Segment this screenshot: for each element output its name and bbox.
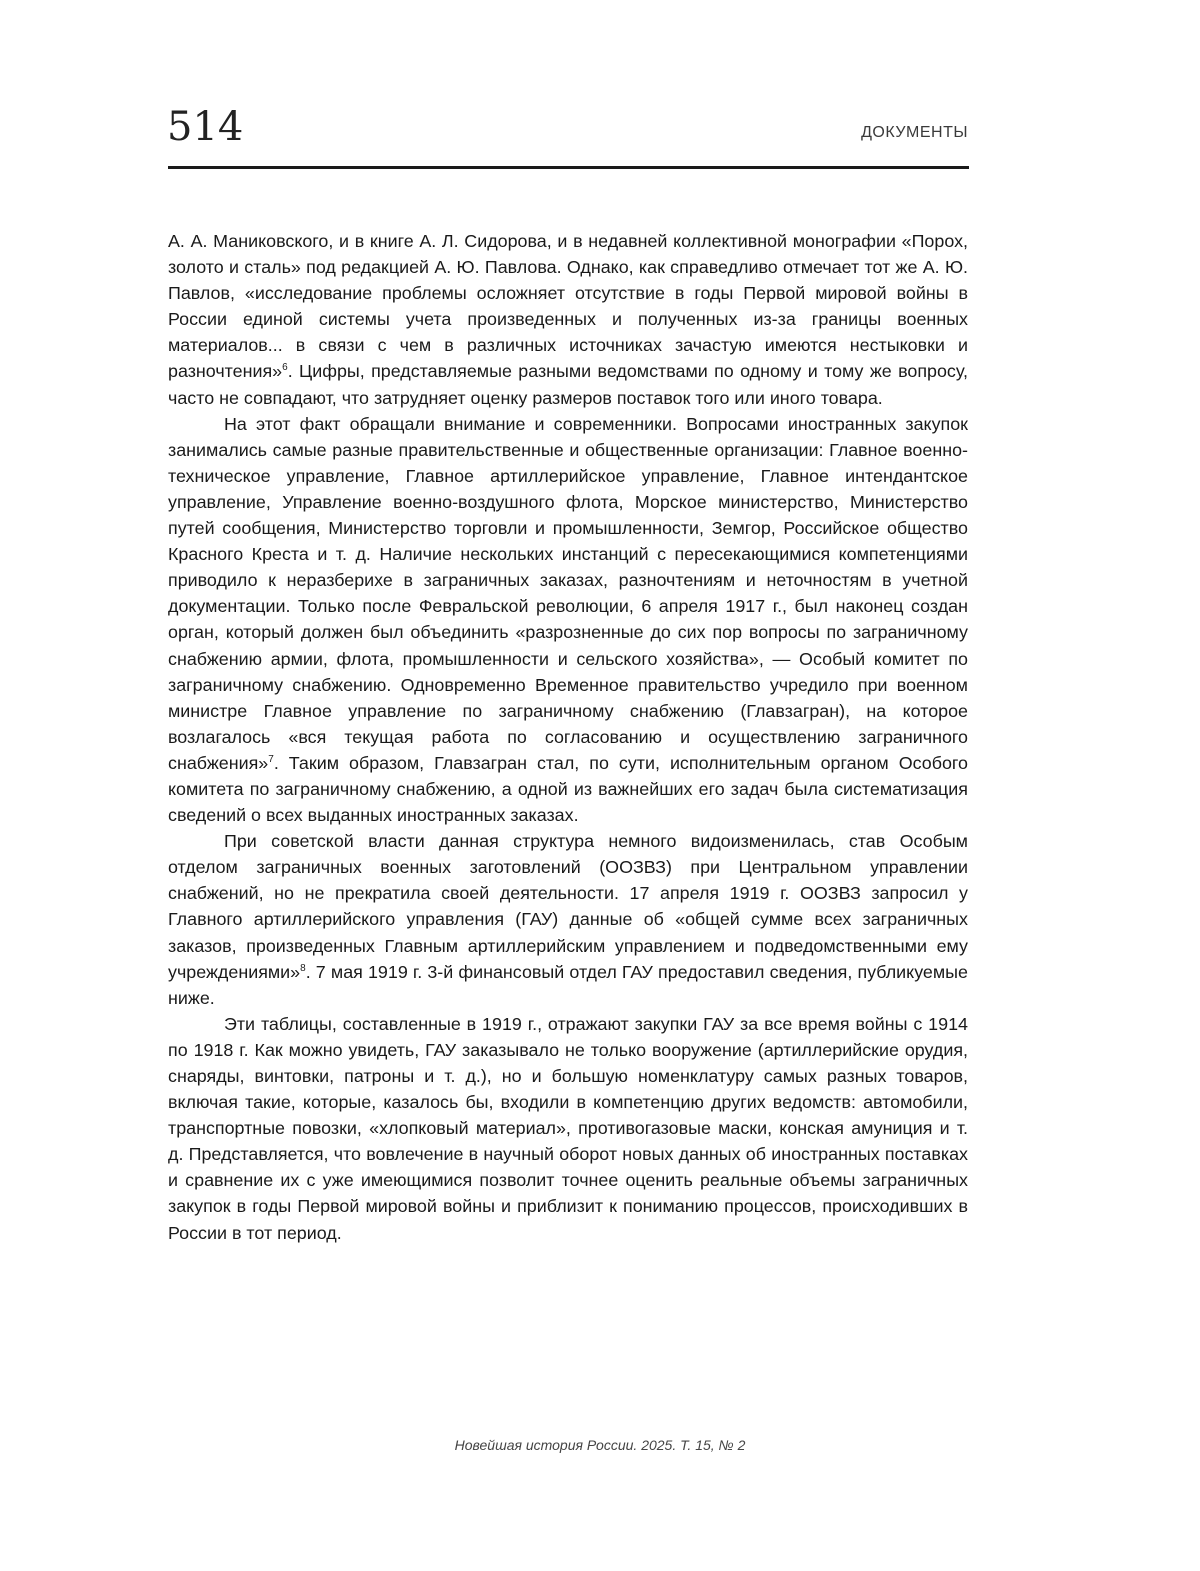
paragraph-1-text-a: А. А. Маниковского, и в книге А. Л. Сидорова, и в недавней коллективной монографии «Порох, золото и сталь» под редакцией А. Ю. Павлова. Однако, как справедливо отмечает тот же А. Ю. Павлов, «исследование проблемы осложняет отсутствие в годы Первой мировой войны в России единой системы учета произведенных и полученных из-за границы военных материалов... в связи с чем в различных источниках зачастую имеются нестыковки и разночтения» — [168, 231, 968, 382]
paragraph-4 — [168, 1011, 968, 1246]
running-header-section: ДОКУМЕНТЫ — [861, 124, 968, 141]
paragraph-1-text-b: . Цифры, представляемые разными ведомствами по одному и тому же вопросу, часто не совпадают, что затрудняет оценку размеров поставок того или иного товара. — [168, 361, 968, 408]
paragraph-2-text-a: На этот факт обращали внимание и современники. Вопросами иностранных закупок занимались самые разные правительственные и общественные организации: Главное военно-техническое управление, Главное артиллерийское управление, Главное интендантское управление, Управление военно-воздушного флота, Морское министерство, Министерство путей сообщения, Министерство торговли и промышленности, Земгор, Российское общество Красного Креста и т. д. Наличие нескольких инстанций с пересекающимися компетенциями приводило к неразберихе в заграничных заказах, разночтениям и неточностям в учетной документации. Только после Февральской революции, 6 апреля 1917 г., был наконец создан орган, который должен был объединить «разрозненные до сих пор вопросы по заграничному снабжению армии, флота, промышленности и сельского хозяйства», — Особый комитет по заграничному снабжению. Одновременно Временное правительство учредило при военном министре Главное управление по заграничному снабжению (Главзагран), на которое возлагалось «вся текущая работа по согласованию и осуществлению заграничного снабжения» — [168, 413, 968, 773]
paragraph-3 — [168, 828, 968, 1011]
header-divider — [168, 166, 969, 169]
paragraph-3-text-a: При советской власти данная структура немного видоизменилась, став Особым отделом заграничных военных заготовлений (ООЗВЗ) при Центральном управлении снабжений, но не прекратила своей деятельности. 17 апреля 1919 г. ООЗВЗ запросил у Главного артиллерийского управления (ГАУ) данные об «общей сумме всех заграничных заказов, произведенных Главным артиллерийским управлением и подведомственными ему учреждениями» — [168, 831, 968, 982]
page-number: 514 — [167, 104, 244, 150]
paragraph-3-text-b: . 7 мая 1919 г. 3-й финансовый отдел ГАУ предоставил сведения, публикуемые ниже. — [168, 961, 968, 1008]
journal-footer: Новейшая история России. 2025. Т. 15, № 2 — [454, 1437, 746, 1453]
paragraph-2-text-b: . Таким образом, Главзагран стал, по сути, исполнительным органом Особого комитета по заграничному снабжению, а одной из важнейших его задач была систематизация сведений о всех выданных иностранных заказах. — [168, 752, 968, 826]
paragraph-4-text: Эти таблицы, составленные в 1919 г., отражают закупки ГАУ за все время войны с 1914 по 1918 г. Как можно увидеть, ГАУ заказывало не только вооружение (артиллерийские орудия, снаряды, винтовки, патроны и т. д.), но и большую номенклатуру самых разных товаров, включая такие, которые, казалось бы, входили в компетенцию других ведомств: автомобили, транспортные повозки, «хлопковый материал», противогазовые маски, конская амуниция и т. д. Представляется, что вовлечение в научный оборот новых данных об иностранных поставках и сравнение их с уже имеющимися позволит точнее оценить реальные объемы заграничных закупок в годы Первой мировой войны и приблизит к пониманию процессов, происходивших в России в тот период. — [168, 1013, 968, 1243]
footnote-ref-7: 7 — [268, 753, 274, 765]
footnote-ref-8: 8 — [300, 962, 306, 974]
paragraph-1 — [168, 228, 968, 411]
article-body — [168, 228, 968, 1246]
paragraph-2 — [168, 411, 968, 829]
footnote-ref-6: 6 — [282, 362, 288, 374]
